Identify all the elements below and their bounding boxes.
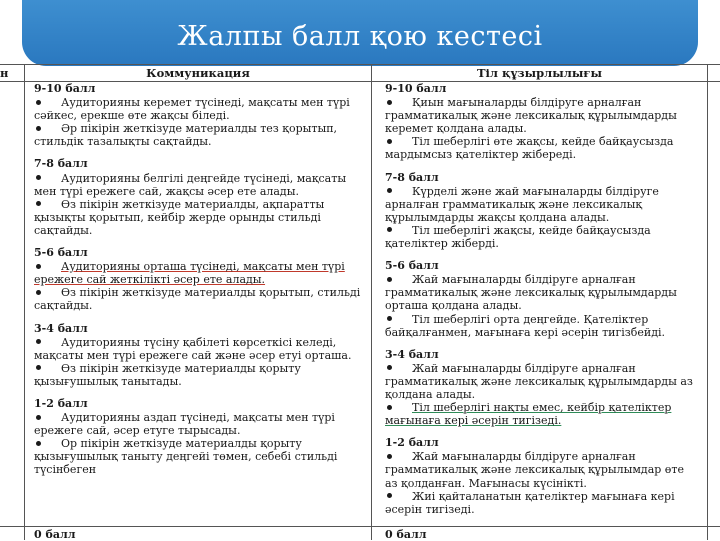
bullet-icon bbox=[387, 454, 392, 459]
band-label: 5-6 балл bbox=[385, 259, 439, 273]
bullet-icon bbox=[387, 277, 392, 282]
page-number: 3 bbox=[707, 45, 714, 56]
right-column-divider bbox=[707, 64, 708, 540]
band-label: 5-6 балл bbox=[34, 246, 88, 260]
language-competence-column bbox=[385, 82, 699, 516]
criterion: Аудиторияны керемет түсінеді, мақсаты мен түрі сәйкес, ерекше өте жақсы біледі. bbox=[34, 96, 350, 123]
score-band bbox=[385, 171, 699, 251]
band-label: 7-8 балл bbox=[34, 157, 88, 171]
score-band bbox=[385, 259, 699, 339]
table-top-border bbox=[0, 64, 720, 65]
band-label: 3-4 балл bbox=[34, 321, 88, 335]
band-label: 7-8 балл bbox=[385, 170, 439, 184]
score-band bbox=[34, 82, 364, 148]
band-label: 9-10 балл bbox=[34, 82, 96, 95]
criterion: Аудиторияны аздап түсінеді, мақсаты мен түрі ережеге сай, әсер етуге тырысады. bbox=[34, 411, 335, 438]
criterion: Өз пікірін жеткізуде материалды, ақпаратты қызықты қорытып, кейбір жерде орынды стильді сақтайды. bbox=[34, 197, 325, 237]
criterion: Жай мағыналарды білдіруге арналған грамматикалық және лексикалық құрылымдар өте аз қолданған. Мағынасы күсінікті. bbox=[385, 450, 685, 490]
score-band bbox=[34, 397, 364, 477]
bullet-icon bbox=[387, 100, 392, 105]
communication-column bbox=[34, 82, 364, 477]
bullet-icon bbox=[36, 441, 41, 446]
bullet-icon bbox=[36, 175, 41, 180]
bullet-icon bbox=[36, 365, 41, 370]
bullet-icon bbox=[36, 100, 41, 105]
title-bar bbox=[22, 0, 698, 66]
criterion: Аудиторияны орташа түсінеді, мақсаты мен түрі ережеге сай жеткілікті әсер ете алады. bbox=[34, 260, 345, 287]
bullet-icon bbox=[36, 126, 41, 131]
criterion: Өз пікірін жеткізуде материалды қорытып, стильді сақтайды. bbox=[34, 286, 361, 313]
score-band bbox=[34, 322, 364, 388]
column-header-communication: Коммуникация bbox=[146, 66, 250, 80]
score-band bbox=[385, 436, 699, 516]
criterion: Аудиторияны белгілі деңгейде түсінеді, мақсаты мен түрі ережеге сай, жақсы әсер ете алады. bbox=[34, 171, 347, 198]
zero-score-communication: 0 балл bbox=[34, 528, 76, 541]
criterion: Аудиторияны түсіну қабілеті көрсеткісі келеді, мақсаты мен түрі ережеге сай және әсер етуі орташа. bbox=[34, 335, 352, 362]
criterion: Өз пікірін жеткізуде материалды қорыту қызығушылық танытады. bbox=[34, 361, 301, 388]
criterion: Қиын мағыналарды білдіруге арналған грамматикалық және лексикалық құрылымдарды керемет қолдана алады. bbox=[385, 96, 677, 136]
bullet-icon bbox=[387, 365, 392, 370]
score-band bbox=[34, 246, 364, 312]
band-label: 1-2 балл bbox=[34, 396, 88, 410]
bullet-icon bbox=[36, 201, 41, 206]
bullet-icon bbox=[36, 290, 41, 295]
bullet-icon bbox=[387, 227, 392, 232]
left-column-divider bbox=[24, 64, 25, 540]
criterion: Тіл шеберлігі өте жақсы, кейде байқаусызда мардымсыз қателіктер жібереді. bbox=[385, 135, 674, 162]
criterion: Жай мағыналарды білдіруге арналған грамматикалық және лексикалық құрылымдарды аз қолдана алады. bbox=[385, 361, 693, 401]
band-label: 3-4 балл bbox=[385, 347, 439, 361]
bullet-icon bbox=[387, 316, 392, 321]
bullet-icon bbox=[36, 415, 41, 420]
score-band bbox=[34, 157, 364, 237]
zero-score-language: 0 балл bbox=[385, 528, 427, 541]
bullet-icon bbox=[387, 405, 392, 410]
criterion: Жиі қайталанатын қателіктер мағынаға кері әсерін тигізеді. bbox=[385, 489, 675, 516]
zero-row-border bbox=[0, 526, 720, 527]
cut-off-header: н bbox=[0, 66, 9, 80]
criterion: Әр пікірін жеткізуде материалды тез қорытып, стильдік тазалықты сақтайды. bbox=[34, 122, 338, 149]
bullet-icon bbox=[387, 493, 392, 498]
middle-column-divider bbox=[371, 64, 372, 540]
bullet-icon bbox=[36, 264, 41, 269]
score-band bbox=[385, 82, 699, 162]
band-label: 9-10 балл bbox=[385, 82, 447, 95]
score-band bbox=[385, 348, 699, 428]
bullet-icon bbox=[387, 139, 392, 144]
criterion: Тіл шеберлігі нақты емес, кейбір қателіктер мағынаға кері әсерін тигізеді. bbox=[385, 401, 672, 428]
criterion: Ор пікірін жеткізуде материалды қорыту қызығушылық таныту деңгейі төмен, себебі стильді түсінбеген bbox=[34, 437, 338, 477]
band-label: 1-2 балл bbox=[385, 436, 439, 450]
criterion: Тіл шеберлігі орта деңгейде. Қателіктер байқалғанмен, мағынаға кері әсерін тигізбейді. bbox=[385, 312, 666, 339]
criterion: Күрделі және жай мағыналарды білдіруге арналған грамматикалық және лексикалық құрылымдарды жақсы қолдана алады. bbox=[385, 184, 659, 224]
slide-title: Жалпы балл қою кестесі bbox=[177, 20, 543, 52]
bullet-icon bbox=[387, 188, 392, 193]
column-header-language-competence: Тіл құзырлылығы bbox=[476, 66, 603, 80]
criterion: Тіл шеберлігі жақсы, кейде байқаусызда қателіктер жіберді. bbox=[385, 223, 651, 251]
criterion: Жай мағыналарды білдіруге арналған грамматикалық және лексикалық құрылымдарды орташа қолдана алады. bbox=[385, 273, 677, 313]
bullet-icon bbox=[36, 339, 41, 344]
